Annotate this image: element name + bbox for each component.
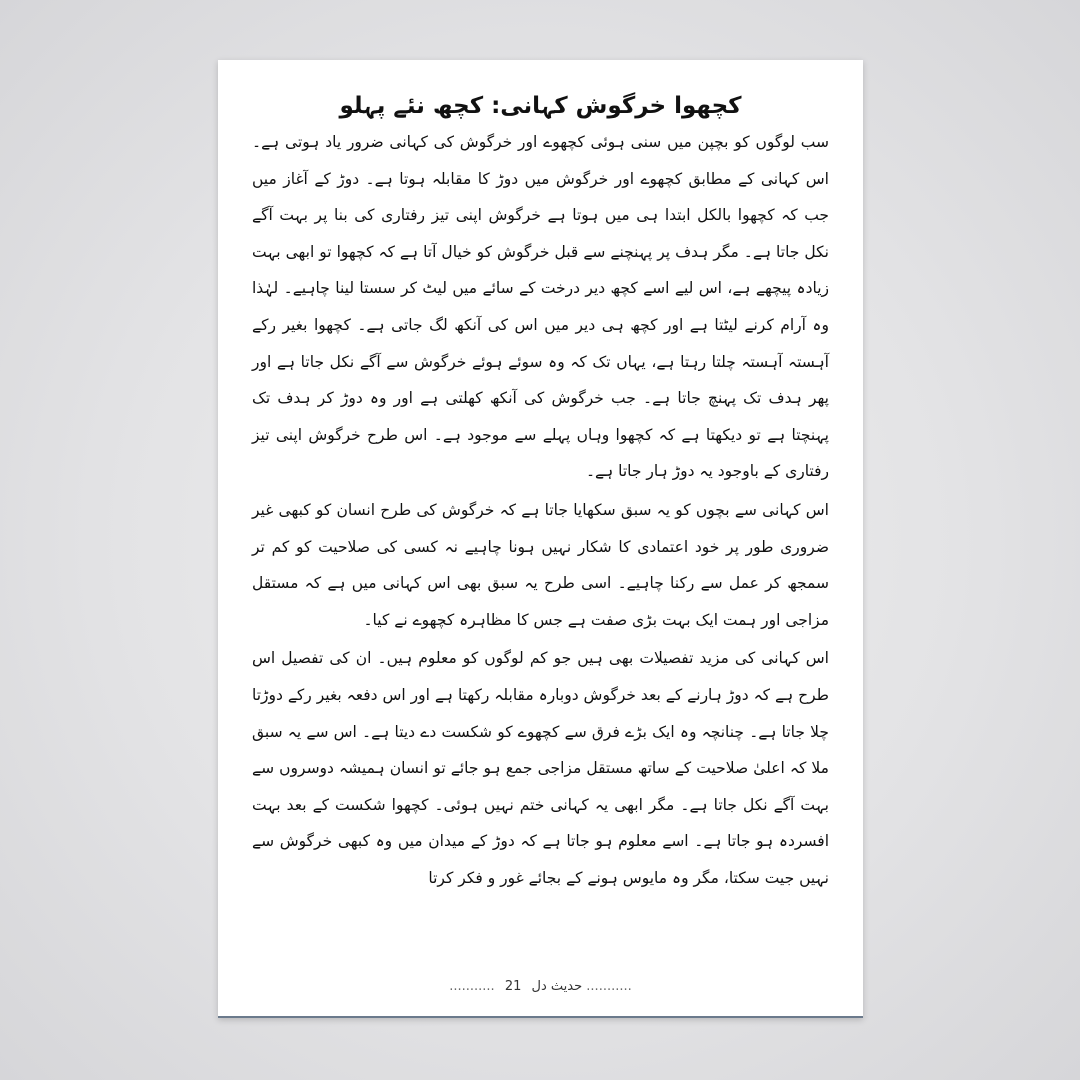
article-body xyxy=(252,124,829,896)
paragraph-3: اس کہانی کی مزید تفصیلات بھی ہیں جو کم لوگوں کو معلوم ہیں۔ ان کی تفصیل اس طرح ہے کہ دوڑ ہارنے کے بعد خرگوش دوبارہ مقابلہ رکھتا ہے اور اس دفعہ بغیر رکے دوڑتا چلا جاتا ہے۔ چنانچہ وہ ایک بڑے فرق سے کچھوے کو شکست دے دیتا ہے۔ اس سے یہ سبق ملا کہ اعلیٰ صلاحیت کے ساتھ مستقل مزاجی جمع ہو جائے تو انسان ہمیشہ دوسروں سے بہت آگے نکل جاتا ہے۔ مگر ابھی یہ کہانی ختم نہیں ہوئی۔ کچھوا شکست کے بعد بہت افسردہ ہو جاتا ہے۔ اسے معلوم ہو جاتا ہے کہ دوڑ کے میدان میں وہ کبھی خرگوش سے نہیں جیت سکتا، مگر وہ مایوس ہونے کے بجائے غور و فکر کرتا xyxy=(252,649,829,887)
paragraph-1: سب لوگوں کو بچپن میں سنی ہوئی کچھوے اور خرگوش کی کہانی ضرور یاد ہوتی ہے۔ اس کہانی کے مطابق کچھوے اور خرگوش میں دوڑ کا مقابلہ ہوتا ہے۔ دوڑ کے آغاز میں جب کہ کچھوا بالکل ابتدا ہی میں ہوتا ہے خرگوش اپنی تیز رفتاری کی بنا پر بہت آگے نکل جاتا ہے۔ مگر ہدف پر پہنچنے سے قبل خرگوش کو خیال آتا ہے کہ کچھوا تو ابھی بہت زیادہ پیچھے ہے، اس لیے اسے کچھ دیر درخت کے سائے میں لیٹ کر سستا لینا چاہیے۔ لہٰذا وہ آرام کرنے لیٹتا ہے اور کچھ ہی دیر میں اس کی آنکھ لگ جاتی ہے۔ کچھوا بغیر رکے آہستہ آہستہ چلتا رہتا ہے، یہاں تک کہ وہ سوئے ہوئے خرگوش سے آگے نکل جاتا ہے اور پھر ہدف تک پہنچ جاتا ہے۔ جب خرگوش کی آنکھ کھلتی ہے اور وہ دوڑ کر ہدف تک پہنچتا ہے تو دیکھتا ہے کہ کچھوا وہاں پہلے سے موجود ہے۔ اس طرح خرگوش اپنی تیز رفتاری کے باوجود یہ دوڑ ہار جاتا ہے۔ xyxy=(252,133,829,481)
footer-dots-left: ........... xyxy=(449,979,495,994)
paragraph-2: اس کہانی سے بچوں کو یہ سبق سکھایا جاتا ہے کہ خرگوش کی طرح انسان کو کبھی غیر ضروری طور پر خود اعتمادی کا شکار نہیں ہونا چاہیے نہ کسی کی صلاحیت کو کم تر سمجھ کر عمل سے رکنا چاہیے۔ اسی طرح یہ سبق بھی اس کہانی میں ہے کہ مستقل مزاجی اور ہمت ایک بہت بڑی صفت ہے جس کا مظاہرہ کچھوے نے کیا۔ xyxy=(252,500,829,629)
footer-dots-right: ........... xyxy=(586,979,632,994)
publication-name: حدیث دل xyxy=(531,979,583,994)
page-number: 21 xyxy=(504,979,522,994)
page-title: کچھوا خرگوش کہانی: کچھ نئے پہلو xyxy=(339,93,742,119)
document-page xyxy=(218,60,863,1018)
page-footer xyxy=(218,979,863,994)
